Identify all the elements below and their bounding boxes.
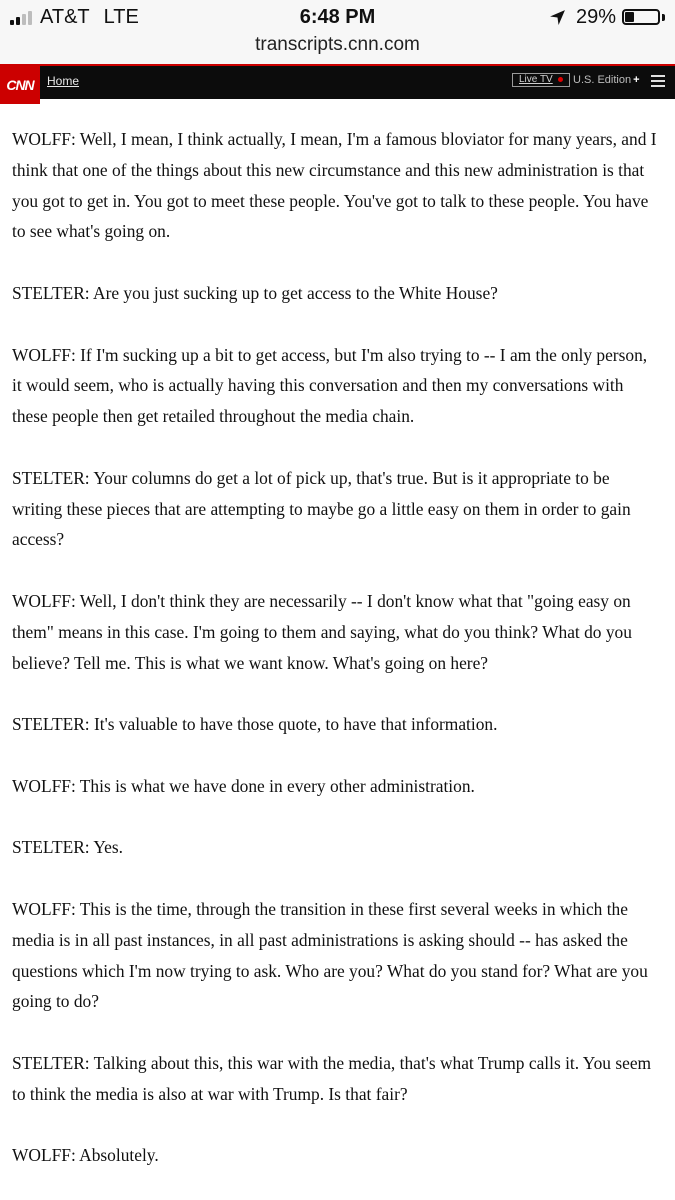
live-tv-button[interactable] — [512, 73, 570, 87]
transcript-paragraph — [12, 894, 672, 1017]
edition-label: U.S. Edition — [573, 74, 632, 86]
transcript-paragraph — [12, 586, 672, 678]
hamburger-menu-icon[interactable] — [651, 75, 665, 87]
transcript-line: you got to get in. You got to meet these people. You've got to talk to these people. You have — [12, 190, 649, 211]
transcript-line: it would seem, who is actually having this conversation and then my conversations with — [12, 375, 624, 396]
transcript-line: WOLFF: Well, I don't think they are necessarily -- I don't know what that "going easy on — [12, 590, 631, 611]
status-bar — [0, 0, 675, 64]
carrier-label: AT&T — [40, 5, 90, 28]
transcript-line: WOLFF: Well, I mean, I think actually, I mean, I'm a famous bloviator for many years, and I — [12, 129, 657, 149]
transcript-paragraph — [12, 278, 672, 309]
transcript-paragraph — [12, 340, 672, 432]
nav-home-link[interactable]: Home — [47, 74, 80, 88]
transcript-paragraph — [12, 124, 672, 247]
transcript-line: WOLFF: This is what we have done in every other administration. — [12, 775, 475, 796]
transcript-line: STELTER: Yes. — [12, 837, 123, 858]
battery-percent: 29% — [575, 5, 616, 28]
battery-tip — [662, 14, 665, 21]
transcript-line: STELTER: It's valuable to have those quote, to have that information. — [12, 714, 498, 735]
transcript-paragraph — [12, 709, 672, 740]
live-dot-icon — [558, 77, 563, 82]
transcript-line: STELTER: Talking about this, this war with the media, that's what Trump calls it. You seem — [12, 1052, 652, 1073]
battery-fill — [625, 12, 634, 22]
location-arrow-icon — [549, 9, 566, 26]
transcript-body — [12, 124, 672, 1200]
transcript-line: believe? Tell me. This is what we want know. What's going on here? — [12, 652, 489, 673]
transcript-line: WOLFF: This is the time, through the transition in these first several weeks in which the — [12, 898, 628, 919]
menu-line — [651, 75, 665, 77]
status-right — [549, 4, 665, 30]
transcript-line: WOLFF: If I'm sucking up a bit to get access, but I'm also trying to -- I am the only person, — [12, 344, 648, 365]
transcript-line: going to do? — [12, 991, 99, 1012]
status-time: 6:48 PM — [299, 6, 376, 28]
menu-line — [651, 85, 665, 87]
live-tv-label: Live TV — [519, 74, 553, 85]
menu-line — [651, 80, 665, 82]
transcript-line: STELTER: Are you just sucking up to get access to the White House? — [12, 282, 498, 303]
edition-selector[interactable] — [573, 74, 640, 86]
transcript-line: think that one of the things about this new circumstance and this new administration is that — [12, 159, 645, 180]
transcript-line: to think the media is also at war with Trump. Is that fair? — [12, 1083, 408, 1104]
transcript-paragraph — [12, 832, 672, 863]
transcript-line: to see what's going on. — [12, 221, 171, 242]
transcript-line: access? — [12, 529, 65, 550]
edition-plus-icon: + — [633, 74, 640, 86]
transcript-paragraph — [12, 463, 672, 555]
transcript-line: them" means in this case. I'm going to them and saying, what do you think? What do you — [12, 621, 632, 642]
cnn-logo[interactable]: CNN — [0, 66, 40, 104]
transcript-line: these people then get retailed throughout the media chain. — [12, 406, 415, 427]
battery-icon — [622, 9, 660, 25]
url-bar[interactable]: transcripts.cnn.com — [255, 34, 420, 55]
transcript-paragraph — [12, 1140, 672, 1171]
transcript-line: writing these pieces that are attempting to maybe go a little easy on them in order to gain — [12, 498, 631, 519]
transcript-line: WOLFF: Absolutely. — [12, 1145, 159, 1166]
network-label: LTE — [103, 5, 139, 28]
transcript-line: media is in all past instances, in all past administrations is asking should -- has asked the — [12, 929, 628, 950]
transcript-paragraph — [12, 1048, 672, 1110]
transcript-line: STELTER: Your columns do get a lot of pick up, that's true. But is it appropriate to be — [12, 467, 610, 488]
transcript-paragraph — [12, 771, 672, 802]
transcript-line: questions which I'm now trying to ask. Who are you? What do you stand for? What are you — [12, 960, 648, 981]
cnn-nav-bar — [0, 66, 675, 99]
